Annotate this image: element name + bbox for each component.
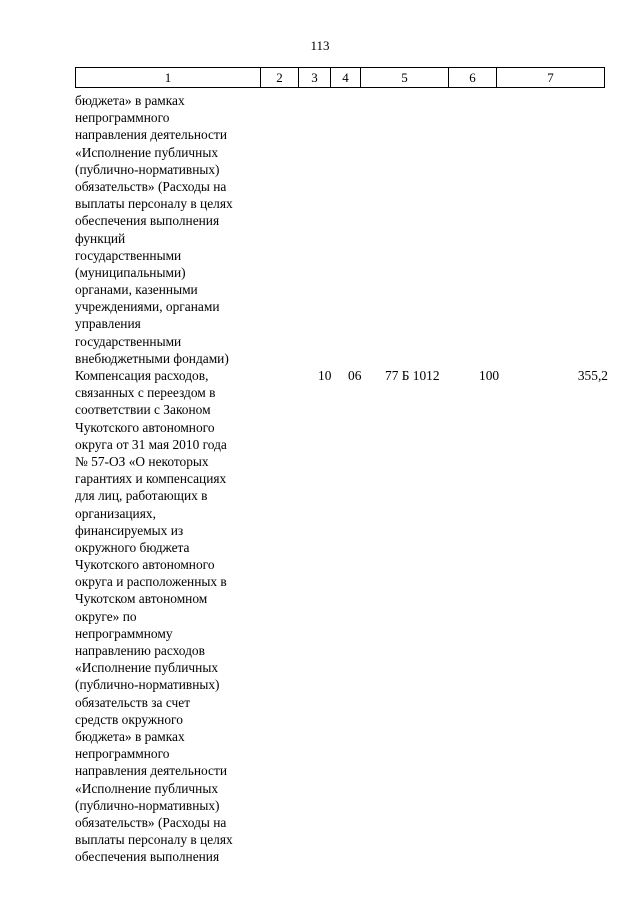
column-header-7: 7 [497,68,605,88]
row-description-line: округе» по [75,608,137,624]
continuation-line: государственными [75,333,182,349]
row-description-line: округа от 31 мая 2010 года [75,436,227,452]
row-description-line: гарантиях и компенсациях [75,471,227,487]
expense-type-code: 100 [479,368,500,383]
row-description-line: непрограммному [75,625,173,641]
row-description-line: направления деятельности [75,763,228,779]
row-description-line: обеспечения выполнения [75,849,220,865]
column-header-1: 1 [76,68,261,88]
row-description-line: «Исполнение публичных [75,780,219,796]
row-description-line: обязательств» (Расходы на [75,814,227,830]
continuation-line: бюджета» в рамках [75,93,185,108]
row-description-line: (публично-нормативных) [75,677,220,693]
continuation-line: учреждениями, органами [75,299,220,315]
row-description-line: направлению расходов [75,643,205,658]
row-description-line: (публично-нормативных) [75,797,220,813]
row-description-line: Чукотском автономном [75,591,208,607]
section-code: 10 [318,368,332,383]
row-description-line: окружного бюджета [75,539,190,555]
continuation-line: органами, казенными [75,282,198,298]
continuation-line: «Исполнение публичных [75,144,219,160]
continuation-line: функций [75,230,126,246]
column-header-row [76,68,605,88]
continuation-line: обязательств» (Расходы на [75,178,227,194]
target-article-code: 77 Б 1012 [385,368,440,383]
row-description-line: обязательств за счет [75,694,191,710]
continuation-line: (публично-нормативных) [75,161,220,177]
column-header-5: 5 [361,68,449,88]
row-description-line: бюджета» в рамках [75,728,185,744]
row-description-line: соответствии с Законом [75,402,211,418]
continuation-line: управления [75,316,141,332]
continuation-line: внебюджетными фондами) [75,350,229,366]
description-column [75,92,260,865]
row-description-line: непрограммного [75,746,170,762]
row-description-line: Чукотского автономного [75,419,215,435]
row-description-line: Чукотского автономного [75,557,215,573]
column-header-6: 6 [449,68,497,88]
column-header-table [75,67,605,88]
amount-value: 355,2 [577,368,608,383]
row-description-line: округа и расположенных в [75,574,227,590]
row-description-line: Компенсация расходов, [75,368,209,383]
column-header-3: 3 [299,68,331,88]
page-number: 113 [310,38,330,53]
row-description-line: № 57-ОЗ «О некоторых [75,453,209,469]
column-header-2: 2 [261,68,299,88]
continuation-line: обеспечения выполнения [75,213,220,229]
subsection-code: 06 [348,368,362,383]
column-header-4: 4 [331,68,361,88]
continuation-line: (муниципальными) [75,264,186,280]
continuation-line: государственными [75,247,182,263]
continuation-line: непрограммного [75,110,170,126]
row-description-line: средств окружного [75,711,183,727]
row-description-line: организациях, [75,505,156,521]
row-description-line: для лиц, работающих в [75,488,208,504]
continuation-line: направления деятельности [75,127,228,143]
row-description-line: выплаты персоналу в целях [75,832,233,848]
continuation-line: выплаты персоналу в целях [75,196,233,212]
row-description-line: связанных с переездом в [75,385,216,401]
row-description-line: «Исполнение публичных [75,660,219,676]
row-description-line: финансируемых из [75,522,184,538]
